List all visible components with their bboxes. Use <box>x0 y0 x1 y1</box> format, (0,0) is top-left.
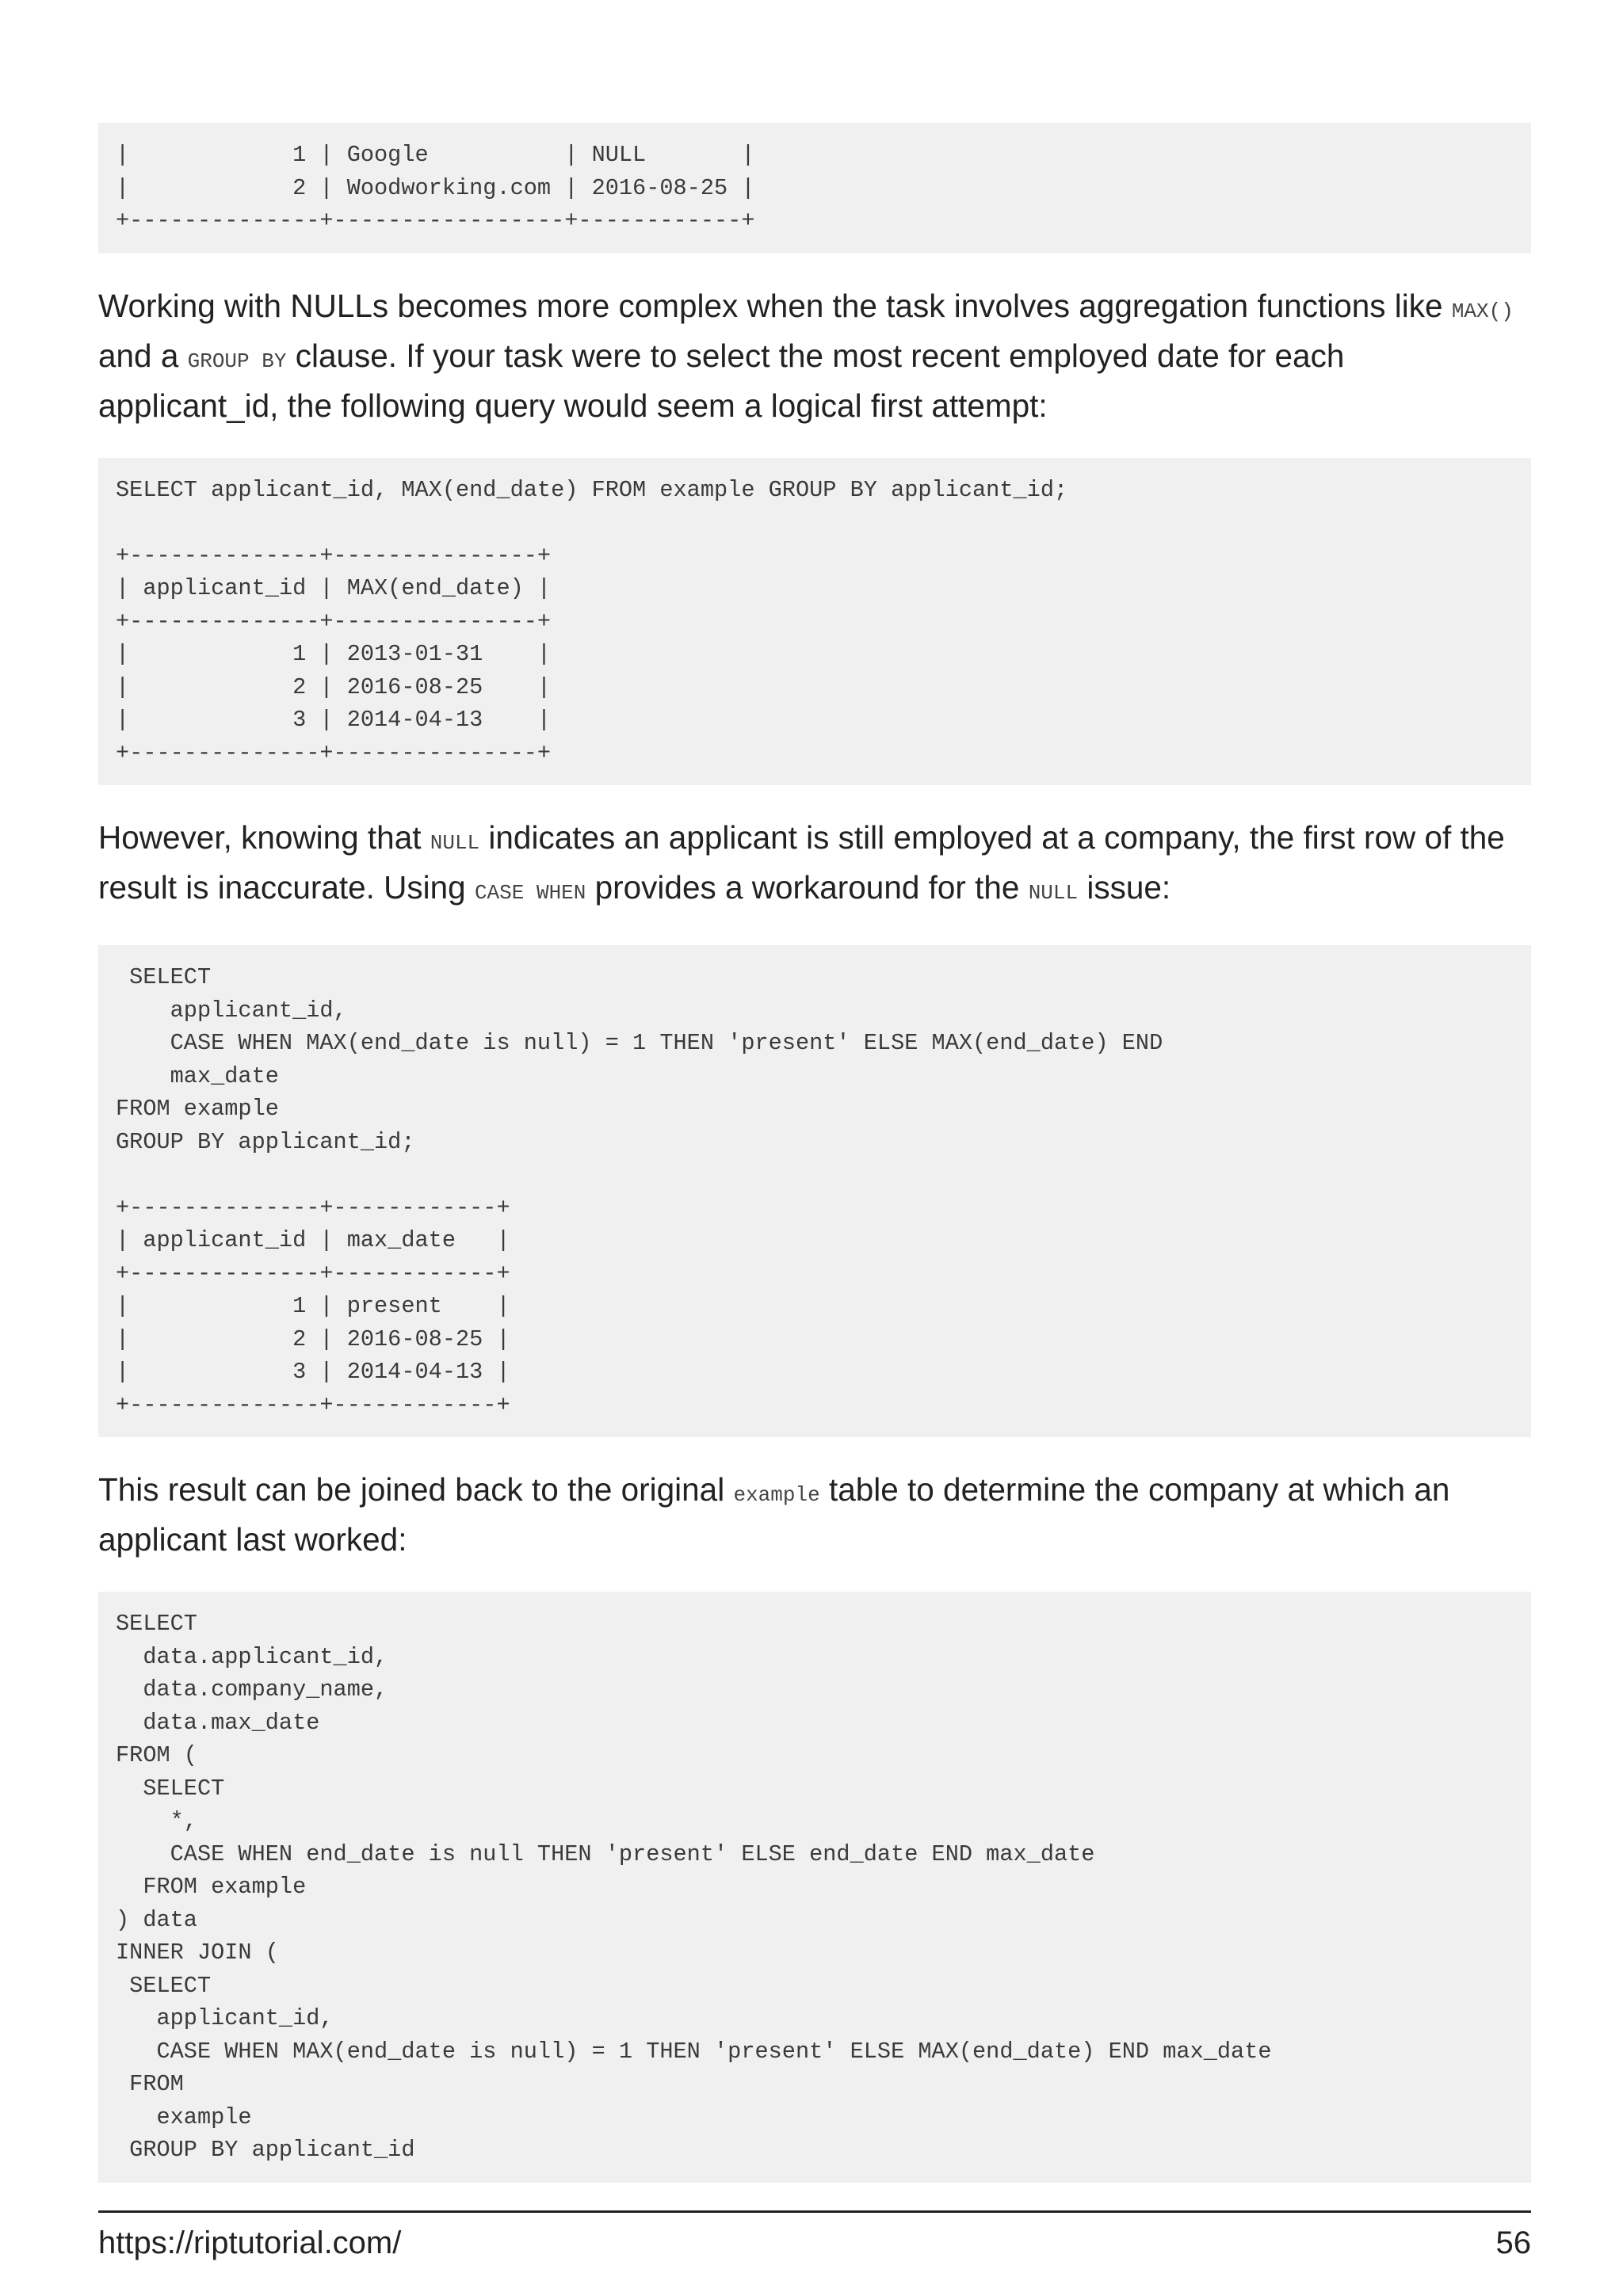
paragraph-text: issue: <box>1078 869 1171 906</box>
footer-url: https://riptutorial.com/ <box>98 2225 402 2260</box>
page-footer <box>98 2210 1531 2262</box>
inline-code-case-when: CASE WHEN <box>474 881 586 905</box>
paragraph-text: This result can be joined back to the original <box>98 1471 734 1508</box>
paragraph-text: indicates an applicant is still employed at a company, the first row of the result is inaccurate. Using <box>98 819 1505 906</box>
paragraph-text: table to determine the company at which an applicant last worked: <box>98 1471 1450 1558</box>
document-page <box>98 123 1531 2183</box>
inline-code-example: example <box>733 1483 820 1507</box>
paragraph-join-back <box>98 1467 1531 1562</box>
inline-code-null: NULL <box>430 831 480 855</box>
inline-code-max: MAX() <box>1451 299 1514 323</box>
code-block-case-when-query: SELECT applicant_id, CASE WHEN MAX(end_date is null) = 1 THEN 'present' ELSE MAX(end_date) END max_date FROM example GROUP BY applicant_id; +--------------+------------+ | applicant_id | max_date | +--------------+------------+ | 1 | present | | 2 | 2016-08-25 | | 3 | 2014-04-13 | +--------------+------------+ <box>98 945 1531 1437</box>
inline-code-null: NULL <box>1028 881 1079 905</box>
paragraph-text: and a <box>98 337 188 374</box>
paragraph-text: However, knowing that <box>98 819 430 856</box>
code-block-table-result: | 1 | Google | NULL | | 2 | Woodworking.com | 2016-08-25 | +--------------+-----------------+------------+ <box>98 123 1531 254</box>
paragraph-aggregation-intro <box>98 284 1531 428</box>
paragraph-text: provides a workaround for the <box>586 869 1029 906</box>
paragraph-text: clause. If your task were to select the most recent employed date for each applicant_id, the following query would seem a logical first attempt: <box>98 337 1345 424</box>
code-block-join-query: SELECT data.applicant_id, data.company_name, data.max_date FROM ( SELECT *, CASE WHEN end_date is null THEN 'present' ELSE end_date END max_date FROM example ) data INNER JOIN ( SELECT applicant_id, CASE WHEN MAX(end_date is null) = 1 THEN 'present' ELSE MAX(end_date) END max_date FROM example GROUP BY applicant_id <box>98 1592 1531 2183</box>
page-number: 56 <box>1495 2225 1531 2260</box>
paragraph-null-issue <box>98 815 1531 915</box>
paragraph-text: Working with NULLs becomes more complex when the task involves aggregation functions like <box>98 287 1452 324</box>
inline-code-group-by: GROUP BY <box>187 349 287 373</box>
code-block-max-query: SELECT applicant_id, MAX(end_date) FROM example GROUP BY applicant_id; +--------------+---------------+ | applicant_id | MAX(end_date) | +--------------+---------------+ | 1 | 2013-01-31 | | 2 | 2016-08-25 | | 3 | 2014-04-13 | +--------------+---------------+ <box>98 458 1531 786</box>
